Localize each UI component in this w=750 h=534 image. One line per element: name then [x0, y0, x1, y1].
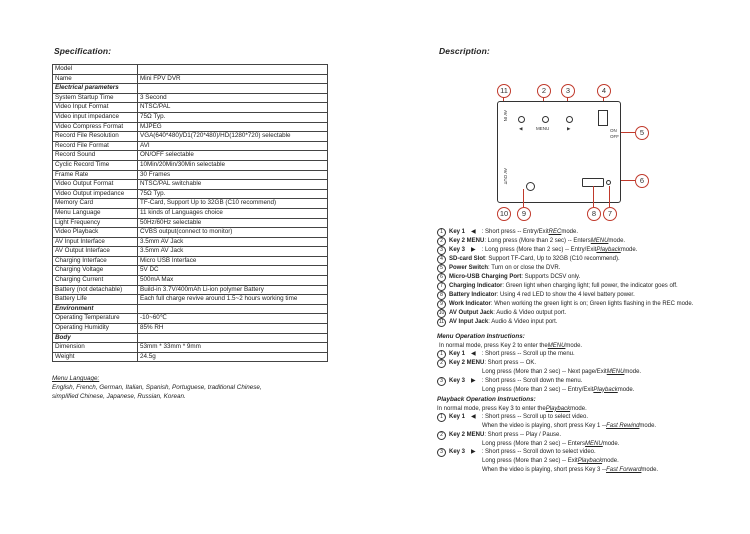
spec-row	[53, 189, 328, 199]
feature-text: : Turn on or close the DVR.	[488, 265, 561, 272]
feature-item	[437, 291, 737, 300]
callout-6: 6	[635, 174, 649, 188]
callout-4: 4	[597, 84, 611, 98]
spec-row	[53, 352, 328, 362]
left-arrow-icon: ◀	[519, 126, 523, 131]
feature-number: 7	[437, 282, 446, 291]
key3-button	[566, 116, 573, 123]
specification-section	[52, 46, 328, 401]
spec-section-header: Electrical parameters	[53, 84, 138, 94]
feature-item	[437, 273, 737, 282]
feature-number: 2	[437, 237, 446, 246]
feature-label: Micro-USB Charging Port	[449, 274, 522, 281]
feature-label: SD-card Slot	[449, 256, 486, 263]
spec-key: Model	[53, 65, 138, 75]
off-label: OFF	[610, 134, 619, 139]
spec-value: Mini FPV DVR	[138, 74, 328, 84]
feature-text: : Green light when charging light; full power, the indicator goes off.	[502, 283, 678, 290]
spec-key: Charging Current	[53, 276, 138, 286]
spec-value: 75Ω Typ.	[138, 189, 328, 199]
spec-row	[53, 218, 328, 228]
spec-row	[53, 151, 328, 161]
feature-item	[437, 255, 737, 264]
spec-value: 75Ω Typ.	[138, 112, 328, 122]
spec-key: Video Playback	[53, 228, 138, 238]
spec-key: Record Sound	[53, 151, 138, 161]
feature-list	[437, 228, 737, 327]
spec-value	[138, 304, 328, 314]
leader-line	[523, 189, 524, 207]
spec-value: 50Hz/60Hz selectable	[138, 218, 328, 228]
feature-number: 5	[437, 264, 446, 273]
spec-row	[53, 314, 328, 324]
feature-number: 6	[437, 273, 446, 282]
spec-key: Operating Humidity	[53, 324, 138, 334]
callout-3: 3	[561, 84, 575, 98]
feature-label: Key 1	[449, 229, 466, 236]
feature-number: 3	[437, 246, 446, 255]
feature-text: : Short press -- Entry/Exit	[481, 229, 549, 236]
feature-text: : Long press (More than 2 sec) -- Entry/Exit	[481, 247, 597, 254]
spec-row	[53, 112, 328, 122]
key1-button	[518, 116, 525, 123]
feature-item	[437, 246, 737, 255]
feature-arrow-icon: ▶	[471, 247, 476, 254]
playback-op-title: Playback Operation Instructions:	[437, 396, 536, 403]
on-label: ON	[610, 128, 617, 133]
feature-number: 10	[438, 310, 445, 316]
spec-row	[53, 333, 328, 343]
feature-label: Work Indicator	[449, 301, 491, 308]
feature-item	[437, 300, 737, 309]
av-in-label: AV IN	[503, 110, 508, 122]
spec-value: 11 kinds of Languages choice	[138, 208, 328, 218]
leader-line	[609, 186, 610, 207]
playback-key1-playing: When the video is playing, short press Key 1 -- Fast Rewind mode.	[482, 423, 657, 429]
spec-key: Record File Resolution	[53, 132, 138, 142]
dvr-device	[497, 101, 621, 203]
spec-row	[53, 228, 328, 238]
feature-item	[437, 237, 737, 246]
feature-number: 8	[437, 291, 446, 300]
spec-row	[53, 170, 328, 180]
spec-row	[53, 199, 328, 209]
spec-value: 500mA Max	[138, 276, 328, 286]
spec-value: VGA(640*480)/D1(720*480)/HD(1280*720) selectable	[138, 132, 328, 142]
leader-line	[621, 180, 635, 181]
spec-row	[53, 180, 328, 190]
sd-card-slot	[598, 110, 608, 126]
description-text	[437, 228, 737, 474]
feature-text: : Audio & Video output port.	[493, 310, 567, 317]
menu-language-title: Menu Language:	[52, 375, 100, 383]
feature-label: Power Switch	[449, 265, 489, 272]
menu-key2: 2 Key 2 MENU : Short press -- OK.	[437, 359, 737, 368]
spec-value: Each full charge revive around 1.5~2 hours working time	[138, 295, 328, 305]
spec-row	[53, 276, 328, 286]
feature-item	[437, 228, 737, 237]
spec-key: AV Output Interface	[53, 247, 138, 257]
spec-value: -10~60℃	[138, 314, 328, 324]
menu-language-line2: simplified Chinese, Japanese, Russian, Korean.	[52, 393, 186, 401]
spec-key: Video Output impedance	[53, 189, 138, 199]
feature-text: : Supports DC5V only.	[521, 274, 581, 281]
spec-value: CVBS output(connect to monitor)	[138, 228, 328, 238]
description-title: Description:	[439, 46, 490, 56]
spec-row	[53, 74, 328, 84]
menu-language-line1: English, French, German, Italian, Spanish, Portuguese, traditional Chinese,	[52, 384, 262, 392]
spec-value: 3 Second	[138, 93, 328, 103]
spec-value: TF-Card, Support Up to 32GB (C10 recommend)	[138, 199, 328, 209]
spec-row	[53, 256, 328, 266]
spec-key: Light Frequency	[53, 218, 138, 228]
right-arrow-icon: ▶	[567, 126, 571, 131]
spec-key: Video Input Format	[53, 103, 138, 113]
feature-text: : When working the green light is on; Green lights flashing in the REC mode.	[490, 301, 694, 308]
feature-item	[437, 282, 737, 291]
spec-key: Video Compress Format	[53, 122, 138, 132]
spec-value: ON/OFF selectable	[138, 151, 328, 161]
feature-text-end: mode.	[561, 229, 579, 236]
spec-row	[53, 247, 328, 257]
feature-item	[437, 264, 737, 273]
feature-item	[437, 309, 737, 318]
charge-led	[606, 180, 611, 185]
leader-line	[593, 186, 594, 207]
spec-value: AVI	[138, 141, 328, 151]
spec-row	[53, 141, 328, 151]
spec-value: 5V DC	[138, 266, 328, 276]
av-out-label: AV OUT	[503, 168, 508, 185]
feature-text: : Using 4 red LED to show the 4 level battery power.	[496, 292, 635, 299]
spec-row	[53, 295, 328, 305]
feature-text-end: mode.	[620, 247, 638, 254]
spec-key: Record File Format	[53, 141, 138, 151]
feature-label: Key 3	[449, 247, 466, 254]
feature-mode: REC	[548, 229, 562, 236]
spec-row	[53, 237, 328, 247]
spec-row	[53, 160, 328, 170]
spec-value: MJPEG	[138, 122, 328, 132]
menu-key1: 1 Key 1 ◀ : Short press -- Scroll up the menu.	[437, 350, 737, 359]
feature-arrow-icon: ◀	[471, 229, 476, 236]
callout-11: 11	[497, 84, 511, 98]
spec-value: Build-in 3.7V/400mAh Li-ion polymer Battery	[138, 285, 328, 295]
spec-value: 30 Frames	[138, 170, 328, 180]
spec-value	[138, 84, 328, 94]
spec-row	[53, 122, 328, 132]
spec-key: Menu Language	[53, 208, 138, 218]
spec-row	[53, 103, 328, 113]
spec-key: Video Output Format	[53, 180, 138, 190]
spec-key: Cyclic Record Time	[53, 160, 138, 170]
playback-key3-long: Long press (More than 2 sec) -- Exit Playback mode.	[482, 458, 619, 464]
feature-label: AV Output Jack	[449, 310, 494, 317]
spec-value: 3.5mm AV Jack	[138, 237, 328, 247]
feature-label: Key 2 MENU	[449, 238, 485, 245]
feature-text: : Audio & Video input port.	[488, 319, 558, 326]
spec-row	[53, 266, 328, 276]
spec-value	[138, 65, 328, 75]
spec-key: Battery Life	[53, 295, 138, 305]
spec-key: System Startup Time	[53, 93, 138, 103]
feature-mode: Playback	[596, 247, 621, 254]
spec-key: AV Input Interface	[53, 237, 138, 247]
spec-key: Name	[53, 74, 138, 84]
spec-section-header: Body	[53, 333, 138, 343]
device-diagram	[437, 64, 737, 224]
feature-text: : Support TF-Card, Up to 32GB (C10 recommend).	[485, 256, 620, 263]
spec-section-header: Environment	[53, 304, 138, 314]
menu-key3: 3 Key 3 ▶ : Short press -- Scroll down the menu.	[437, 377, 737, 386]
playback-key2: 2 Key 2 MENU : Short press -- Play / Pause.	[437, 431, 737, 440]
feature-text: : Long press (More than 2 sec) -- Enters	[484, 238, 591, 245]
menu-button	[542, 116, 549, 123]
callout-5: 5	[635, 126, 649, 140]
menu-label: MENU	[536, 126, 550, 131]
feature-label: Battery Indicator	[449, 292, 497, 299]
playback-key1: 1 Key 1 ◀ : Short press -- Scroll up to select video.	[437, 413, 737, 422]
spec-row	[53, 132, 328, 142]
playback-key2-long: Long press (More than 2 sec) -- Enters MENU mode.	[482, 440, 620, 447]
work-indicator	[526, 182, 535, 191]
spec-value: 53mm * 33mm * 9mm	[138, 343, 328, 353]
spec-row	[53, 93, 328, 103]
feature-label: AV Input Jack	[449, 319, 489, 326]
spec-value: NTSC/PAL	[138, 103, 328, 113]
spec-value: 85% RH	[138, 324, 328, 334]
spec-key: Operating Temperature	[53, 314, 138, 324]
callout-2: 2	[537, 84, 551, 98]
spec-row	[53, 84, 328, 94]
menu-op-title: Menu Operation Instructions:	[437, 333, 525, 340]
feature-number: 4	[437, 255, 446, 264]
playback-key3: 3 Key 3 ▶ : Short press -- Scroll down to select video.	[437, 448, 737, 457]
description-section	[437, 46, 737, 474]
spec-table	[52, 64, 328, 362]
spec-value: 3.5mm AV Jack	[138, 247, 328, 257]
playback-key3-playing: When the video is playing, short press Key 3 -- Fast Forward mode.	[482, 466, 659, 473]
spec-value: 10Min/20Min/30Min selectable	[138, 160, 328, 170]
spec-value: NTSC/PAL switchable	[138, 180, 328, 190]
feature-number: 1	[437, 228, 446, 237]
spec-value	[138, 333, 328, 343]
callout-8: 8	[587, 207, 601, 221]
spec-key: Charging Voltage	[53, 266, 138, 276]
callout-9: 9	[517, 207, 531, 221]
menu-key2-long: Long press (More than 2 sec) -- Next page/Exit MENU mode.	[482, 369, 642, 375]
leader-line	[621, 132, 635, 133]
feature-number: 9	[437, 300, 446, 309]
spec-row	[53, 324, 328, 334]
spec-key: Weight	[53, 352, 138, 362]
feature-mode: MENU	[590, 238, 609, 245]
spec-key: Battery (not detachable)	[53, 285, 138, 295]
menu-key3-long: Long press (More than 2 sec) -- Entry/Exit Playback mode.	[482, 386, 635, 393]
spec-row	[53, 343, 328, 353]
playback-intro: In normal mode, press Key 3 to enter the Playback mode.	[437, 405, 587, 412]
spec-value: Micro USB Interface	[138, 256, 328, 266]
spec-key: Dimension	[53, 343, 138, 353]
spec-row	[53, 285, 328, 295]
callout-10: 10	[497, 207, 511, 221]
callout-7: 7	[603, 207, 617, 221]
spec-key: Charging Interface	[53, 256, 138, 266]
spec-key: Frame Rate	[53, 170, 138, 180]
menu-language-block	[52, 374, 328, 401]
feature-label: Charging Indicator	[449, 283, 503, 290]
feature-text-end: mode.	[608, 238, 626, 245]
spec-value: 24.5g	[138, 352, 328, 362]
spec-key: Memory Card	[53, 199, 138, 209]
spec-title: Specification:	[54, 46, 112, 56]
spec-row	[53, 304, 328, 314]
menu-op-intro: In normal mode, press Key 2 to enter the MENU mode.	[439, 342, 583, 349]
spec-row	[53, 208, 328, 218]
feature-item	[437, 318, 737, 327]
spec-key: Video input impedance	[53, 112, 138, 122]
feature-number: 11	[438, 319, 445, 325]
spec-row	[53, 65, 328, 75]
